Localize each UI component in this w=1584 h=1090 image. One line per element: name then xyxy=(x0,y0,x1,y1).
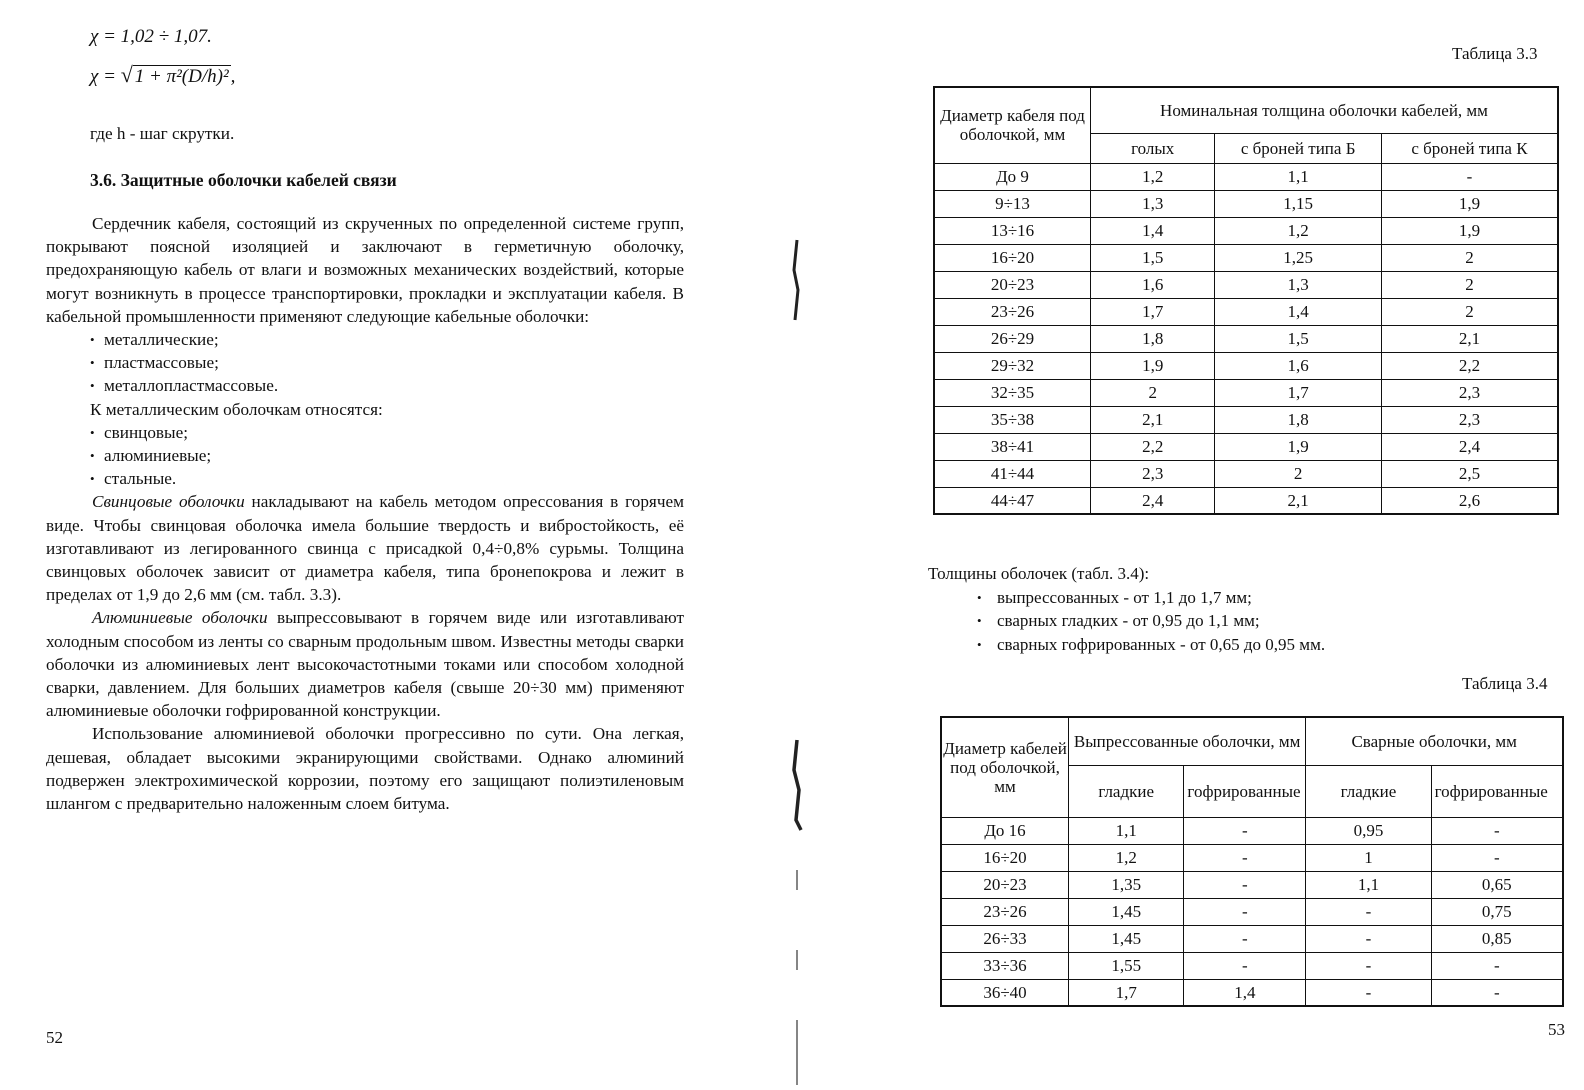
table-cell: 1 xyxy=(1306,844,1431,871)
table-cell: 1,55 xyxy=(1069,952,1184,979)
table-cell: - xyxy=(1306,979,1431,1006)
table-row xyxy=(941,925,1563,952)
lead-term: Свинцовые оболочки xyxy=(92,492,245,512)
table-cell: 2,5 xyxy=(1381,460,1558,487)
table-cell: 38÷41 xyxy=(934,433,1091,460)
list-item: • металлопластмассовые. xyxy=(90,374,684,397)
table-cell: 13÷16 xyxy=(934,217,1091,244)
table-cell: 1,8 xyxy=(1215,406,1382,433)
header-welded-corrugated: гофрированные xyxy=(1431,765,1563,817)
table-cell: 2,3 xyxy=(1381,379,1558,406)
header-diameter: Диаметр кабелей под оболочкой, мм xyxy=(941,717,1069,817)
table-cell: До 9 xyxy=(934,163,1091,190)
body-text xyxy=(46,212,684,815)
table-cell: 1,8 xyxy=(1091,325,1215,352)
table-cell: 0,85 xyxy=(1431,925,1563,952)
table-row xyxy=(941,979,1563,1006)
list-sheath-types xyxy=(46,328,684,398)
table-cell: 1,5 xyxy=(1215,325,1382,352)
table-3-3-body xyxy=(934,163,1558,514)
header-thickness: Номинальная толщина оболочки кабелей, мм xyxy=(1091,87,1559,133)
table-cell: 2,1 xyxy=(1091,406,1215,433)
table-cell: 26÷29 xyxy=(934,325,1091,352)
header-welded: Сварные оболочки, мм xyxy=(1306,717,1563,765)
paragraph-intro: Сердечник кабеля, состоящий из скрученных по определенной системе групп, покрывают поясной изоляцией и заключают в герметичную оболочку, предохраняющую кабель от влаги и возможных механических воздействий, которые могут возникнуть в процессе транспортировки, прокладки и эксплуатации кабеля. В кабельной промышленности применяют следующие кабельные оболочки: xyxy=(46,214,684,326)
table-cell: 20÷23 xyxy=(934,271,1091,298)
table-row xyxy=(934,325,1558,352)
table-cell: 1,1 xyxy=(1215,163,1382,190)
list-item: • пластмассовые; xyxy=(90,351,684,374)
table-row xyxy=(934,487,1558,514)
table-cell: 32÷35 xyxy=(934,379,1091,406)
table-3-3 xyxy=(933,86,1559,515)
formula-tail: , xyxy=(230,66,236,87)
table-cell: 1,2 xyxy=(1069,844,1184,871)
table-row xyxy=(934,460,1558,487)
table-row xyxy=(934,433,1558,460)
table-cell: 1,3 xyxy=(1215,271,1382,298)
table-cell: - xyxy=(1431,844,1563,871)
header-pressed: Выпрессованные оболочки, мм xyxy=(1069,717,1306,765)
table-row xyxy=(941,952,1563,979)
table-cell: 1,1 xyxy=(1069,817,1184,844)
header-armor-b: с броней типа Б xyxy=(1215,133,1382,163)
table-cell: 16÷20 xyxy=(934,244,1091,271)
header-pressed-smooth: гладкие xyxy=(1069,765,1184,817)
table-row xyxy=(934,244,1558,271)
table-cell: 2,6 xyxy=(1381,487,1558,514)
thickness-list xyxy=(928,586,1325,657)
table-3-3-caption: Таблица 3.3 xyxy=(1452,44,1538,63)
table-cell: - xyxy=(1431,979,1563,1006)
header-diameter: Диаметр кабеля под оболочкой, мм xyxy=(934,87,1091,163)
table-cell: 0,75 xyxy=(1431,898,1563,925)
table-row xyxy=(941,817,1563,844)
table-cell: 41÷44 xyxy=(934,460,1091,487)
table-cell: 29÷32 xyxy=(934,352,1091,379)
table-cell: 2 xyxy=(1091,379,1215,406)
metal-intro: К металлическим оболочкам относятся: xyxy=(90,399,383,419)
header-welded-smooth: гладкие xyxy=(1306,765,1431,817)
header-bare: голых xyxy=(1091,133,1215,163)
table-cell: - xyxy=(1431,817,1563,844)
table-row xyxy=(934,163,1558,190)
table-cell: 1,4 xyxy=(1184,979,1306,1006)
table-row xyxy=(934,379,1558,406)
table-cell: 2,2 xyxy=(1381,352,1558,379)
table-cell: 2 xyxy=(1215,460,1382,487)
formula-chi-sqrt xyxy=(90,62,235,88)
table-cell: 1,45 xyxy=(1069,925,1184,952)
table-cell: 1,35 xyxy=(1069,871,1184,898)
table-cell: - xyxy=(1184,898,1306,925)
list-item: • сварных гладких - от 0,95 до 1,1 мм; xyxy=(973,609,1325,633)
table-cell: 2 xyxy=(1381,271,1558,298)
table-cell: 20÷23 xyxy=(941,871,1069,898)
al-text: выпрессовывают в горячем виде или изготавливают холодным способом из ленты со сварным продольным швом. Известны методы сварки оболочки из алюминиевых лент высокочастотными токами или способом холодной сварки, давлением. Для больших диаметров кабеля (свыше 20÷30 мм) применяют алюминиевые оболочки гофрированной конструкции. xyxy=(46,608,684,721)
table-cell: 35÷38 xyxy=(934,406,1091,433)
al-term: Алюминиевые оболочки xyxy=(92,608,268,628)
table-cell: 23÷26 xyxy=(934,298,1091,325)
table-cell: - xyxy=(1306,952,1431,979)
table-cell: - xyxy=(1184,952,1306,979)
table-cell: 1,4 xyxy=(1215,298,1382,325)
table-row xyxy=(934,271,1558,298)
right-page xyxy=(800,0,1584,1088)
table-3-4 xyxy=(940,716,1564,1007)
table-cell: 1,2 xyxy=(1091,163,1215,190)
section-heading: 3.6. Защитные оболочки кабелей связи xyxy=(90,170,397,190)
formula-lhs: χ = xyxy=(90,66,116,87)
table-cell: - xyxy=(1184,817,1306,844)
table-cell: 2 xyxy=(1381,298,1558,325)
where-text: где h - шаг скрутки. xyxy=(90,124,235,143)
list-metal-types xyxy=(46,421,684,491)
paragraph-aluminium xyxy=(46,606,684,722)
paragraph-usage: Использование алюминиевой оболочки прогрессивно по сути. Она легкая, дешевая, обладает высокими экранирующими свойствами. Однако алюминий подвержен электрохимической коррозии, поэтому его защищают полиэтиленовым шлангом с предварительно наложенным слоем битума. xyxy=(46,724,684,814)
table-cell: 1,9 xyxy=(1215,433,1382,460)
table-cell: 0,95 xyxy=(1306,817,1431,844)
list-item: • выпрессованных - от 1,1 до 1,7 мм; xyxy=(973,586,1325,610)
table-cell: 2,4 xyxy=(1381,433,1558,460)
table-cell: 1,45 xyxy=(1069,898,1184,925)
table-cell: 1,9 xyxy=(1381,190,1558,217)
lead-text: накладывают на кабель методом опрессования в горячем виде. Чтобы свинцовая оболочка имела большие твердость и вибростойкость, её изготавливают из легированного свинца с присадкой 0,4÷0,8% сурьмы. Толщина свинцовых оболочек зависит от диаметра кабеля, типа бронепокрова и лежит в пределах от 1,9 до 2,6 мм (см. табл. 3.3). xyxy=(46,492,684,605)
table-cell: 2,3 xyxy=(1091,460,1215,487)
table-cell: До 16 xyxy=(941,817,1069,844)
table-cell: 36÷40 xyxy=(941,979,1069,1006)
page-number-right: 53 xyxy=(1548,1020,1565,1039)
table-cell: 2,2 xyxy=(1091,433,1215,460)
table-cell: 23÷26 xyxy=(941,898,1069,925)
list-item: • металлические; xyxy=(90,328,684,351)
table-cell: - xyxy=(1184,844,1306,871)
table-cell: - xyxy=(1306,925,1431,952)
table-cell: 1,4 xyxy=(1091,217,1215,244)
table-3-4-body xyxy=(941,817,1563,1006)
table-cell: 1,25 xyxy=(1215,244,1382,271)
list-item: • стальные. xyxy=(90,467,684,490)
table-cell: - xyxy=(1381,163,1558,190)
table-row xyxy=(941,898,1563,925)
sqrt-sign: √ xyxy=(120,62,133,87)
table-cell: 2,1 xyxy=(1215,487,1382,514)
header-armor-k: с броней типа К xyxy=(1381,133,1558,163)
table-cell: 0,65 xyxy=(1431,871,1563,898)
list-item: • сварных гофрированных - от 0,65 до 0,95 мм. xyxy=(973,633,1325,657)
table-cell: 9÷13 xyxy=(934,190,1091,217)
table-cell: 1,9 xyxy=(1381,217,1558,244)
table-cell: 2,3 xyxy=(1381,406,1558,433)
table-cell: 1,15 xyxy=(1215,190,1382,217)
left-page xyxy=(0,0,780,1088)
table-cell: 44÷47 xyxy=(934,487,1091,514)
table-cell: 1,7 xyxy=(1215,379,1382,406)
table-cell: - xyxy=(1431,952,1563,979)
table-row xyxy=(934,217,1558,244)
table-cell: 2,1 xyxy=(1381,325,1558,352)
page-number-left: 52 xyxy=(46,1028,63,1047)
table-cell: - xyxy=(1184,871,1306,898)
table-cell: 16÷20 xyxy=(941,844,1069,871)
table-cell: 2 xyxy=(1381,244,1558,271)
table-row xyxy=(934,298,1558,325)
table-cell: 1,9 xyxy=(1091,352,1215,379)
table-cell: 33÷36 xyxy=(941,952,1069,979)
table-cell: 1,6 xyxy=(1091,271,1215,298)
table-cell: 1,7 xyxy=(1091,298,1215,325)
table-cell: 26÷33 xyxy=(941,925,1069,952)
thickness-text xyxy=(928,562,1325,656)
formula-radicand: 1 + π²(D/h)² xyxy=(134,66,229,87)
table-row xyxy=(934,352,1558,379)
table-cell: 1,5 xyxy=(1091,244,1215,271)
table-cell: 1,3 xyxy=(1091,190,1215,217)
list-item: • алюминиевые; xyxy=(90,444,684,467)
table-3-4-caption: Таблица 3.4 xyxy=(1462,674,1548,693)
table-cell: - xyxy=(1306,898,1431,925)
thickness-intro: Толщины оболочек (табл. 3.4): xyxy=(928,564,1150,583)
table-row xyxy=(941,844,1563,871)
table-cell: 1,2 xyxy=(1215,217,1382,244)
table-cell: 1,7 xyxy=(1069,979,1184,1006)
formula-chi-range: χ = 1,02 ÷ 1,07. xyxy=(90,26,212,47)
table-row xyxy=(934,406,1558,433)
header-pressed-corrugated: гофрированные xyxy=(1184,765,1306,817)
table-row xyxy=(941,871,1563,898)
paragraph-lead xyxy=(46,490,684,606)
table-cell: 1,1 xyxy=(1306,871,1431,898)
list-item: • свинцовые; xyxy=(90,421,684,444)
table-cell: 1,6 xyxy=(1215,352,1382,379)
table-row xyxy=(934,190,1558,217)
table-cell: - xyxy=(1184,925,1306,952)
table-cell: 2,4 xyxy=(1091,487,1215,514)
